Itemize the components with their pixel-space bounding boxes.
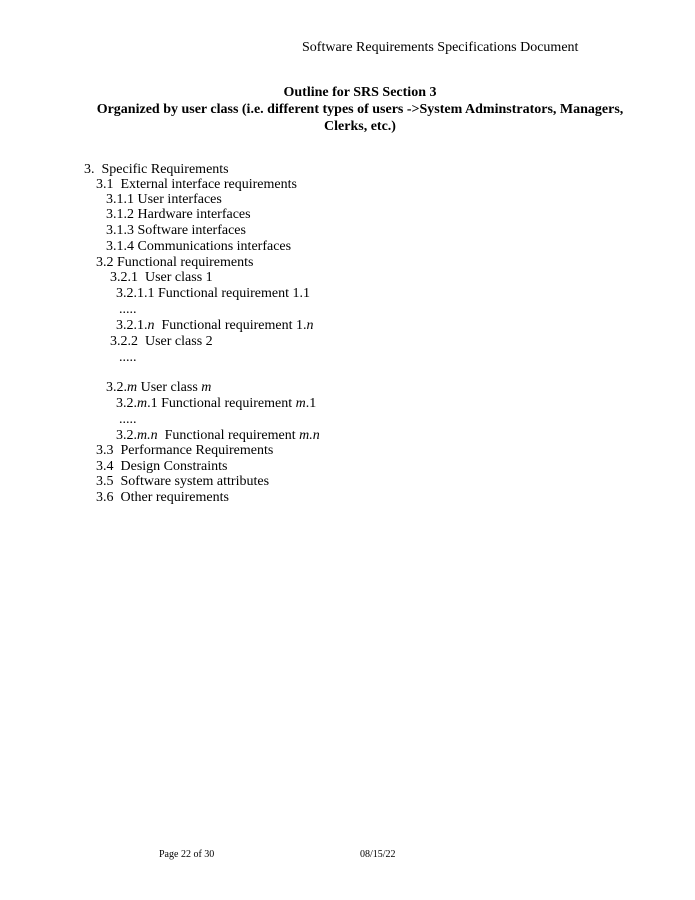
outline-item: [96, 443, 273, 459]
outline-item: [116, 286, 310, 302]
outline-item: [110, 334, 213, 350]
outline-item: [119, 412, 137, 428]
outline-item: [116, 428, 320, 444]
outline-item-text: m.n: [137, 428, 158, 443]
page-number: Page 22 of 30: [159, 849, 215, 860]
page-subtitle: Organized by user class (i.e. different types of users ->System Adminstrators, Managers,: [96, 102, 624, 117]
outline-item-text: 3.2.: [116, 396, 137, 411]
outline-item-text: 3.2.1 User class 1: [110, 270, 213, 285]
outline-item: [106, 223, 246, 239]
outline-item-text: 3.1.2 Hardware interfaces: [106, 207, 251, 222]
outline-item-text: 3.3 Performance Requirements: [96, 443, 274, 458]
running-header: Software Requirements Specifications Document: [302, 40, 579, 55]
outline-item-text: 3.1 External interface requirements: [96, 177, 297, 192]
footer-date: 08/15/22: [360, 849, 396, 860]
outline-item-text: m: [295, 396, 306, 411]
outline-item-text: .1 Functional requirement: [147, 396, 296, 411]
outline-item-text: 3.6 Other requirements: [96, 490, 229, 505]
outline-item-text: 3.1.4 Communications interfaces: [106, 239, 292, 254]
outline-item-text: 3.2.2 User class 2: [110, 334, 213, 349]
outline-item: [110, 270, 213, 286]
outline-item-text: Functional requirement: [157, 428, 300, 443]
outline-item-text: m: [127, 380, 138, 395]
outline-item: [106, 380, 211, 396]
outline-item-text: 3.2.1.: [116, 318, 148, 333]
outline-item: [116, 318, 314, 334]
outline-item: [84, 162, 229, 178]
outline-item-text: 3.2 Functional requirements: [96, 255, 254, 270]
outline-item-text: n: [306, 318, 314, 333]
outline-item-text: m: [201, 380, 212, 395]
outline-item-text: 3.2.: [116, 428, 137, 443]
outline-item-text: User class: [137, 380, 202, 395]
page-subtitle-continued: Clerks, etc.): [324, 119, 396, 134]
outline-item-text: .1: [305, 396, 317, 411]
outline-item: [106, 239, 291, 255]
outline-item-text: 3.1.3 Software interfaces: [106, 223, 246, 238]
outline-item: [116, 396, 316, 412]
outline-item: [96, 255, 253, 271]
outline-item-text: 3.1.1 User interfaces: [106, 192, 222, 207]
outline-item: [96, 459, 227, 475]
outline-item-text: m: [137, 396, 148, 411]
outline-item: [106, 192, 222, 208]
outline-item: [96, 177, 297, 193]
outline-item-text: 3.2.: [106, 380, 127, 395]
outline-item-text: 3. Specific Requirements: [84, 162, 229, 177]
page-title: Outline for SRS Section 3: [283, 85, 437, 100]
outline-item-text: m.n: [299, 428, 320, 443]
outline-item-text: 3.2.1.1 Functional requirement 1.1: [116, 286, 311, 301]
outline-item-text: 3.5 Software system attributes: [96, 474, 270, 489]
outline-item: [119, 302, 137, 318]
outline-item: [96, 474, 269, 490]
outline-item-text: .....: [119, 350, 137, 365]
outline-item-text: 3.4 Design Constraints: [96, 459, 228, 474]
outline-item: [96, 490, 229, 506]
outline-item-text: Functional requirement 1.: [154, 318, 307, 333]
outline-item-text: .....: [119, 412, 137, 427]
outline-item-text: n: [147, 318, 155, 333]
outline-item-text: .....: [119, 302, 137, 317]
outline-item: [106, 207, 251, 223]
outline-item: [119, 350, 137, 366]
